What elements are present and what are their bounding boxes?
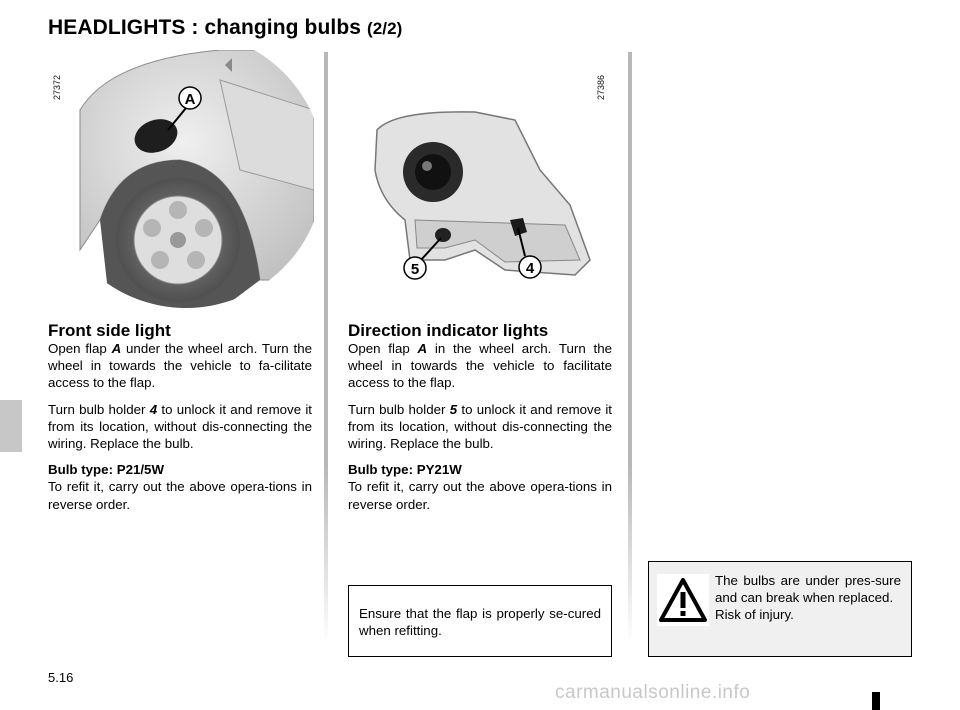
instruction-open-flap: Open flap A under the wheel arch. Turn the wheel in towards the vehicle to fa-cilitate access to the flap. bbox=[48, 341, 312, 391]
chapter-tab bbox=[0, 400, 22, 452]
front-side-light-section bbox=[48, 321, 312, 522]
warning-box bbox=[648, 561, 912, 657]
note-box bbox=[348, 585, 612, 657]
section-body bbox=[48, 340, 312, 513]
section-body bbox=[348, 340, 612, 513]
callout-5: 5 bbox=[410, 261, 420, 278]
direction-indicator-section bbox=[348, 321, 612, 522]
page-title: HEADLIGHTS : changing bulbs (2/2) bbox=[48, 16, 403, 39]
headlight-unit-figure bbox=[365, 110, 595, 285]
warning-triangle-icon bbox=[657, 574, 709, 626]
instruction-bulb-holder: Turn bulb holder 4 to unlock it and remove it from its location, without dis-connecting the wiring. Replace the bulb. bbox=[48, 401, 312, 452]
page-title-part: (2/2) bbox=[366, 19, 403, 38]
column-divider-left bbox=[324, 52, 328, 644]
callout-4: 4 bbox=[525, 260, 535, 277]
instruction-refit: To refit it, carry out the above opera-tions in reverse order. bbox=[348, 479, 612, 512]
page-number: 5.16 bbox=[48, 670, 74, 685]
warning-line-2: Risk of injury. bbox=[715, 607, 794, 622]
section-heading: Front side light bbox=[48, 321, 171, 340]
instruction-refit: To refit it, carry out the above opera-tions in reverse order. bbox=[48, 479, 312, 512]
column-divider-right bbox=[628, 52, 632, 644]
figure-ref-left: 27372 bbox=[52, 74, 62, 100]
warning-icon-frame bbox=[657, 574, 709, 626]
instruction-bulb-holder: Turn bulb holder 5 to unlock it and remove it from its location, without dis-connecting the wiring. Replace the bulb. bbox=[348, 401, 612, 452]
figure-ref-right: 27386 bbox=[596, 74, 606, 100]
bulb-type: Bulb type: P21/5W bbox=[48, 462, 164, 478]
warning-text bbox=[715, 572, 901, 623]
note-text: Ensure that the flap is properly se-cured when refitting. bbox=[359, 606, 601, 638]
callout-a: A bbox=[184, 91, 196, 108]
section-heading: Direction indicator lights bbox=[348, 321, 549, 340]
wheel-arch-figure bbox=[70, 50, 314, 310]
instruction-open-flap: Open flap A in the wheel arch. Turn the wheel in towards the vehicle to facilitate access to the flap. bbox=[348, 341, 612, 391]
warning-line-1: The bulbs are under pres-sure and can break when replaced. bbox=[715, 573, 901, 605]
watermark: carmanualsonline.info bbox=[555, 682, 751, 703]
bulb-type: Bulb type: PY21W bbox=[348, 462, 462, 478]
page-marker bbox=[872, 692, 880, 710]
